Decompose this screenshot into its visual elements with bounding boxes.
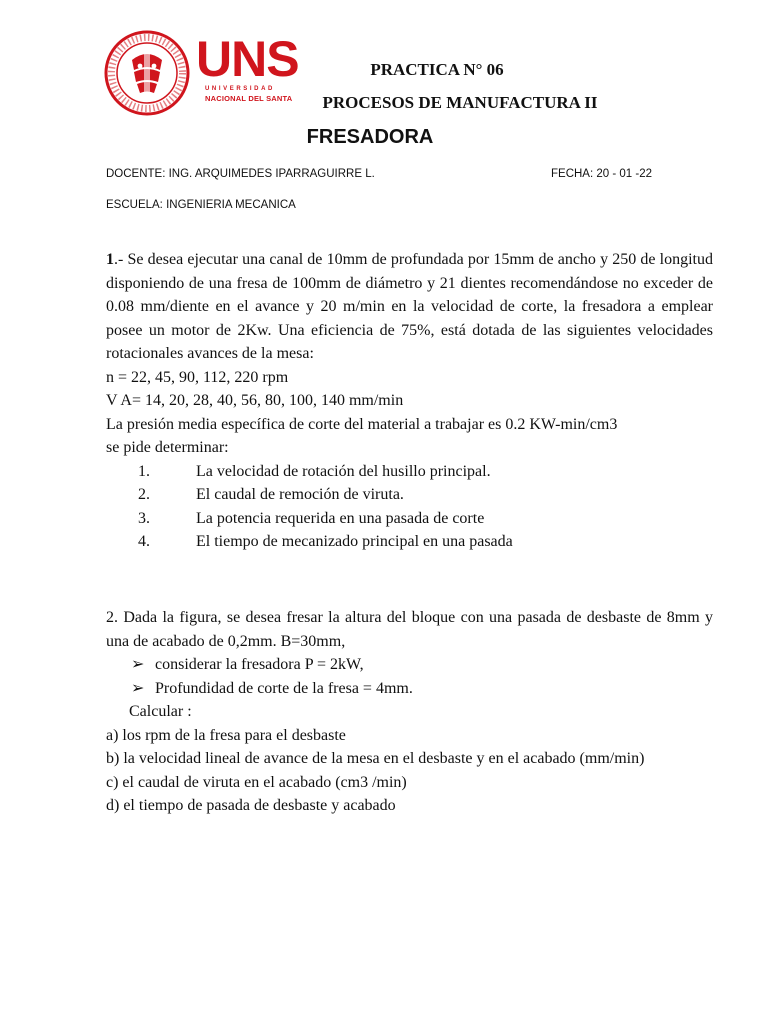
teacher-line: DOCENTE: ING. ARQUIMEDES IPARRAGUIRRE L. [106,168,375,180]
university-logo-subtitle: UNIVERSIDAD [205,86,275,92]
bullet-item: ➢ Profundidad de corte de la fresa = 4mm. [106,677,713,701]
spindle-speeds: n = 22, 45, 90, 112, 220 rpm [106,368,289,386]
table-feeds: V A= 14, 20, 28, 40, 56, 80, 100, 140 mm/min [106,392,404,409]
list-item: c) el caudal de viruta en el acabado (cm3 /min) [106,773,407,791]
bullet-item: ➢ considerar la fresadora P = 2kW, [106,653,713,677]
arrow-bullet-icon: ➢ [131,679,145,697]
question-1-intro [106,248,713,366]
list-item: a) los rpm de la fresa para el desbaste [106,726,346,744]
list-item: d) el tiempo de pasada de desbaste y acabado [106,797,396,814]
list-item: 1. La velocidad de rotación del husillo principal. [138,462,491,480]
arrow-bullet-icon: ➢ [131,656,145,673]
cutting-pressure: La presión media específica de corte del material a trabajar es 0.2 KW-min/cm3 [106,415,618,433]
date-line: FECHA: 20 - 01 -22 [551,168,652,180]
request-line: se pide determinar: [106,439,229,456]
school-line: ESCUELA: INGENIERIA MECANICA [106,199,296,211]
list-item: 2. El caudal de remoción de viruta. [138,486,404,503]
course-title: PROCESOS DE MANUFACTURA II [322,93,598,112]
list-item: 3. La potencia requerida en una pasada de corte [138,509,485,527]
question-1-statement: .- Se desea ejecutar una canal de 10mm de profundada por 15mm de ancho y 250 de longitud disponiendo de una fresa de 100mm de diámetro y 21 dientes recomendándose no exceder de 0.08 mm/diente en el avance y 20 m/min en la velocidad de corte, la fresadora a emplear posee un motor de 2Kw. Una eficiencia de 75%, está dotada de las siguientes velocidades rotacionales avances de la mesa: [106,251,713,362]
question-1 [106,248,713,554]
question-2-intro: 2. Dada la figura, se desea fresar la altura del bloque con una pasada de desbaste de 8mm y una de acabado de 0,2mm. B=30mm, [106,609,713,650]
topic-title: FRESADORA [306,126,434,148]
list-item: 4. El tiempo de mecanizado principal en una pasada [138,533,513,550]
university-logo-subtitle-2: NACIONAL DEL SANTA [205,94,293,103]
question-2 [106,606,713,818]
list-item: b) la velocidad lineal de avance de la mesa en el desbaste y en el acabado (mm/min) [106,750,645,767]
question-1-number: 1 [106,251,114,268]
university-logo-text: UNS [196,31,299,87]
calculate-label: Calcular : [129,703,192,720]
practice-number: PRACTICA N° 06 [370,60,504,79]
